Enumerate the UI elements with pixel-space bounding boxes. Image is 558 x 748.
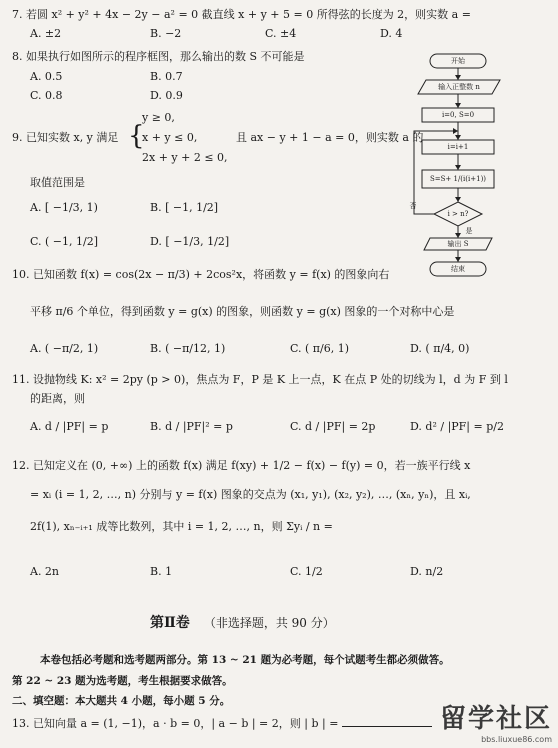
q7-option-d: D. 4: [380, 27, 403, 40]
q12-option-b: B. 1: [150, 565, 173, 578]
flowchart-input: 输入正整数 n: [438, 83, 480, 91]
q12-option-c: C. 1/2: [290, 565, 323, 578]
watermark: [440, 698, 552, 744]
q9-constraint-1: y ≥ 0,: [142, 111, 175, 124]
flowchart-no-label: 否: [409, 202, 417, 210]
q9-option-a: A. [ −1/3, 1): [30, 201, 98, 214]
q11-option-a: A. d / |PF| = p: [30, 420, 109, 433]
q9-brace: {: [128, 121, 145, 151]
q8-option-b: B. 0.7: [150, 70, 183, 83]
q7-option-b: B. −2: [150, 27, 182, 40]
q12-option-a: A. 2n: [30, 565, 60, 578]
section-intro-line1: 本卷包括必考题和选考题两部分。第 13 ~ 21 题为必考题，每个试题考生都必须做答。: [40, 654, 450, 666]
q7-option-c: C. ±4: [265, 27, 297, 40]
q13-text: 13. 已知向量 a = (1, −1)，a · b = 0，| a − b | = 2，则 | b | =: [12, 717, 339, 730]
q9-option-c: C. ( −1, 1/2]: [30, 235, 99, 248]
q8-option-a: A. 0.5: [30, 70, 63, 83]
watermark-url: bbs.liuxue86.com: [481, 735, 552, 744]
q9-constraint-3: 2x + y + 2 ≤ 0,: [142, 151, 228, 164]
q9-stem-line2: 取值范围是: [30, 176, 85, 189]
flowchart-update: S=S+ 1/(i(i+1)): [429, 175, 487, 183]
q10-option-a: A. ( −π/2, 1): [30, 342, 99, 355]
q13-answer-blank: [342, 716, 432, 727]
q12-option-d: D. n/2: [410, 565, 444, 578]
q9-stem-suffix: 且 ax − y + 1 − a = 0，则实数 a 的: [236, 131, 424, 144]
section-title-text: 第Ⅱ卷: [150, 615, 190, 631]
q10-option-c: C. ( π/6, 1): [290, 342, 350, 355]
flowchart-end: 结束: [451, 265, 465, 273]
q12-stem-line2: = xᵢ (i = 1, 2, …, n) 分别与 y = f(x) 图象的交点为 (x₁, y₁), (x₂, y₂), …, (xₙ, yₙ)，且 xᵢ,: [30, 488, 471, 501]
flowchart-yes-label: 是: [465, 227, 473, 235]
q8-option-d: D. 0.9: [150, 89, 183, 102]
flowchart-condition: i > n?: [447, 210, 469, 218]
flowchart-init: i=0, S=0: [441, 111, 475, 119]
fill-in-heading: 二、填空题：本大题共 4 小题，每小题 5 分。: [12, 695, 231, 707]
q11-option-c: C. d / |PF| = 2p: [290, 420, 376, 433]
q12-stem-line3: 2f(1), xₙ₋ᵢ₊₁ 成等比数列，其中 i = 1, 2, …, n，则 Σyᵢ / n =: [30, 520, 333, 533]
q10-option-d: D. ( π/4, 0): [410, 342, 470, 355]
q7-stem: 7. 若圆 x² + y² + 4x − 2y − a² = 0 截直线 x + y + 5 = 0 所得弦的长度为 2，则实数 a =: [12, 8, 471, 21]
q12-stem-line1: 12. 已知定义在 (0, +∞) 上的函数 f(x) 满足 f(xy) + 1/2 − f(x) − f(y) = 0，若一族平行线 x: [12, 459, 471, 472]
flowchart-start: 开始: [451, 57, 465, 65]
q11-option-d: D. d² / |PF| = p/2: [410, 420, 504, 433]
watermark-logo: 留学社区: [439, 704, 552, 734]
q11-option-b: B. d / |PF|² = p: [150, 420, 233, 433]
q10-stem-line1: 10. 已知函数 f(x) = cos(2x − π/3) + 2cos²x，将函数 y = f(x) 的图象向右: [12, 268, 390, 281]
flowchart-output: 输出 S: [447, 240, 469, 248]
q11-stem-line1: 11. 设抛物线 K: x² = 2py (p > 0)，焦点为 F，P 是 K 上一点，K 在点 P 处的切线为 l，d 为 F 到 l: [12, 373, 508, 386]
q9-constraint-2: x + y ≤ 0,: [142, 131, 198, 144]
q8-option-c: C. 0.8: [30, 89, 63, 102]
section-subtitle: （非选择题，共 90 分）: [203, 616, 335, 630]
q9-stem-prefix: 9. 已知实数 x, y 满足: [12, 131, 119, 144]
q7-option-a: A. ±2: [30, 27, 62, 40]
q13-stem: [12, 716, 432, 731]
q9-option-d: D. [ −1/3, 1/2]: [150, 235, 230, 248]
flowchart-increment: i=i+1: [447, 143, 469, 151]
section-intro-line2: 第 22 ~ 23 题为选考题，考生根据要求做答。: [12, 675, 233, 687]
q11-stem-line2: 的距离，则: [30, 392, 85, 405]
q10-stem-line2: 平移 π/6 个单位，得到函数 y = g(x) 的图象，则函数 y = g(x) 图象的一个对称中心是: [30, 305, 455, 318]
q9-option-b: B. [ −1, 1/2]: [150, 201, 219, 214]
q10-option-b: B. ( −π/12, 1): [150, 342, 226, 355]
section-title: [150, 612, 335, 632]
q8-stem: 8. 如果执行如图所示的程序框图，那么输出的数 S 不可能是: [12, 50, 305, 63]
program-flowchart: [400, 52, 550, 287]
